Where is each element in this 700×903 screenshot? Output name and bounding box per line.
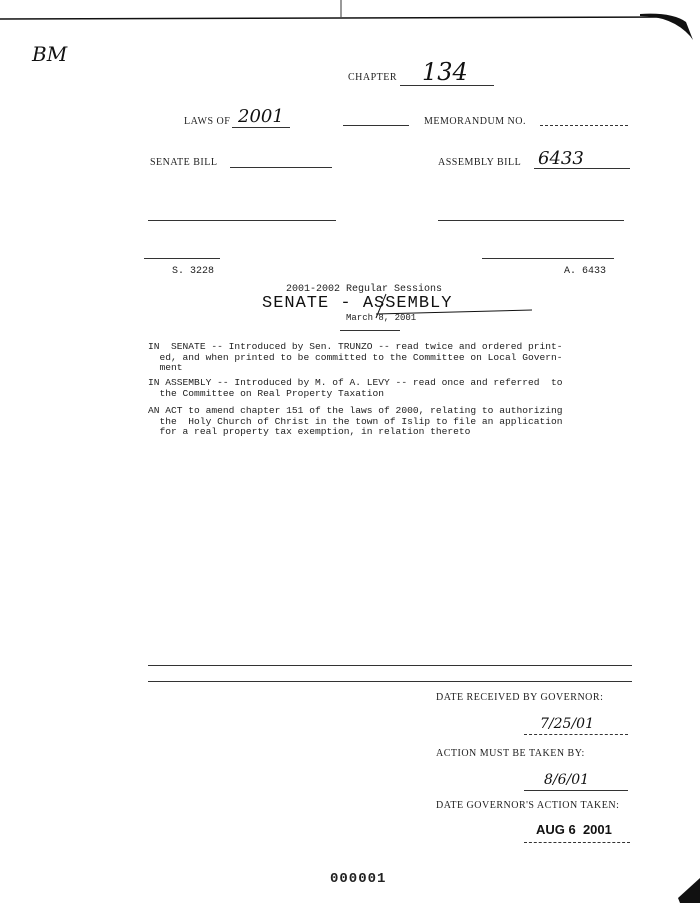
assembly-title: ASSEMBLY: [362, 294, 453, 313]
blank-rule: [144, 258, 220, 259]
laws-of-underline: [232, 127, 290, 128]
assembly-bill-value: 6433: [538, 148, 584, 169]
page-number: 000001: [330, 871, 387, 887]
title-dash: -: [340, 294, 352, 313]
bottom-rule: [148, 681, 632, 682]
senate-bill-underline: [230, 167, 332, 168]
assembly-bill-label: ASSEMBLY BILL: [438, 157, 522, 168]
senate-bill-label: SENATE BILL: [150, 157, 218, 168]
action-taken-label: DATE GOVERNOR'S ACTION TAKEN:: [436, 800, 620, 811]
laws-of-value: 2001: [238, 106, 284, 127]
date-received-value: 7/25/01: [540, 716, 594, 732]
top-border: [0, 0, 700, 40]
handwritten-initials: BM: [32, 42, 68, 66]
assembly-bill-underline: [534, 168, 630, 169]
action-deadline-underline: [524, 790, 628, 791]
memorandum-underline: [540, 125, 628, 126]
action-deadline-value: 8/6/01: [544, 772, 590, 788]
assembly-introduction-paragraph: IN ASSEMBLY -- Introduced by M. of A. LEVY -- read once and referred to the Committee on Real Property Taxation: [148, 377, 563, 399]
action-deadline-label: ACTION MUST BE TAKEN BY:: [436, 748, 585, 759]
date-received-underline: [524, 734, 628, 735]
date-rule: [340, 330, 400, 331]
action-taken-underline: [524, 842, 630, 843]
date-received-label: DATE RECEIVED BY GOVERNOR:: [436, 692, 604, 703]
blank-rule: [438, 220, 624, 221]
chapter-value: 134: [422, 58, 468, 86]
action-taken-stamp: AUG 6 2001: [536, 822, 612, 837]
senate-title: SENATE: [262, 294, 330, 313]
memorandum-label: MEMORANDUM NO.: [424, 116, 527, 127]
chapter-underline: [400, 85, 494, 86]
laws-of-label: LAWS OF: [184, 116, 231, 127]
session-heading: 2001-2002 Regular Sessions: [286, 284, 443, 295]
corner-mark: [676, 872, 700, 903]
bottom-rule: [148, 665, 632, 666]
blank-rule: [482, 258, 614, 259]
introduction-date: March 8, 2001: [346, 313, 417, 323]
chapter-label: CHAPTER: [348, 72, 398, 83]
memorandum-left-line: [343, 125, 409, 126]
assembly-bill-number: A. 6433: [564, 266, 607, 277]
senate-bill-number: S. 3228: [172, 266, 215, 277]
blank-rule: [148, 220, 336, 221]
act-description-paragraph: AN ACT to amend chapter 151 of the laws of 2000, relating to authorizing the Holy Church of Christ in the town of Islip to file an application for a real property tax exemption, in relation thereto: [148, 405, 563, 437]
senate-introduction-paragraph: IN SENATE -- Introduced by Sen. TRUNZO -- read twice and ordered print- ed, and when printed to be committed to the Committee on Local Govern- ment: [148, 341, 563, 373]
